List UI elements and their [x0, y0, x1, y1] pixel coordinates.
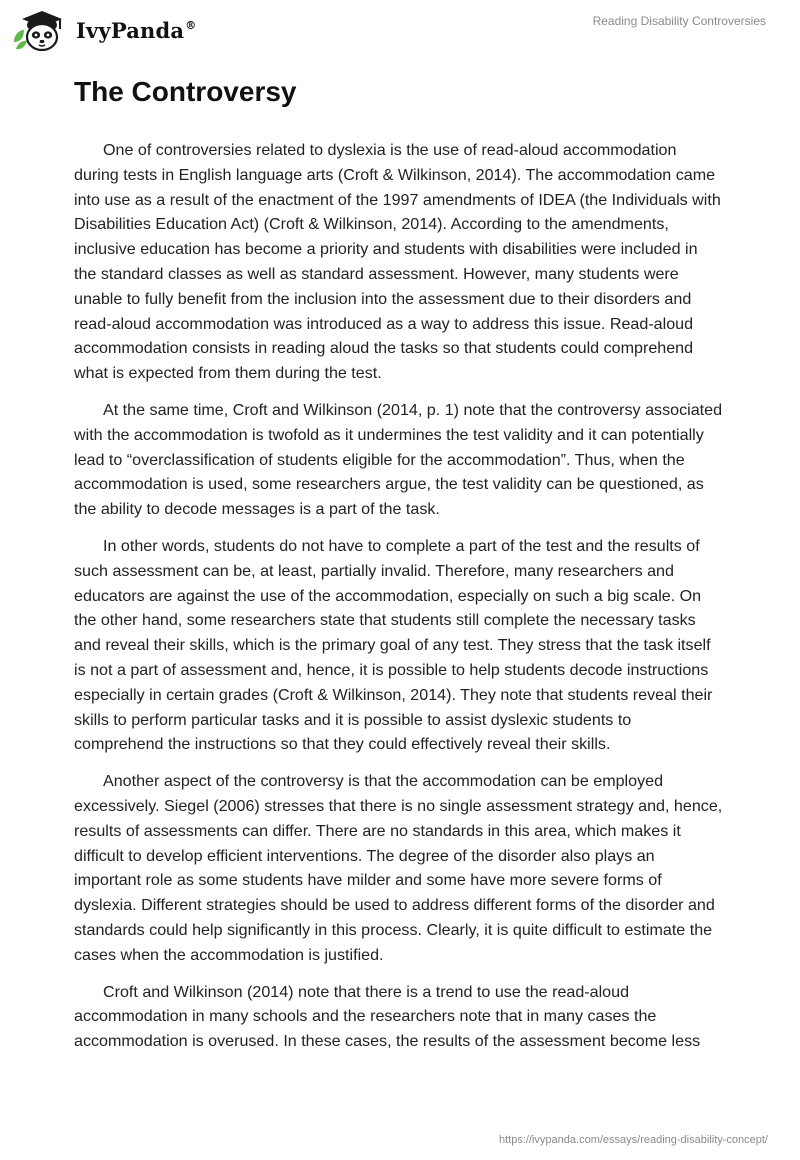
paragraph: Another aspect of the controversy is that the accommodation can be employed excessively. Siegel (2006) stresses that there is no single assessment strategy and, hence, results of assessments can differ. There are no standards in this area, which makes it difficult to develop efficient interventions. The degree of the disorder also plays an important role as some students have milder and some have more severe forms of dyslexia. Different strategies should be used to address different forms of the disorder and standards could help significantly in this process. Clearly, it is quite difficult to estimate the cases when the accommodation is justified. [74, 772, 723, 964]
document-title: Reading Disability Controversies [592, 14, 766, 28]
paragraph: In other words, students do not have to complete a part of the test and the results of such assessment can be, at least, partially invalid. Therefore, many researchers and educators are against the use of the accommodation, especially on such a big scale. On the other hand, some researchers state that students still complete the necessary tasks and reveal their skills, which is the primary goal of any test. They stress that the task itself is not a part of assessment and, hence, it is possible to help students decode instructions especially in certain grades (Croft & Wilkinson, 2014). They note that students reveal their skills to perform particular tasks and it is possible to assist dyslexic students to comprehend the instructions so that they could effectively reveal their skills. [74, 536, 713, 754]
section-heading: The Controversy [74, 76, 297, 107]
source-url[interactable]: https://ivypanda.com/essays/reading-disability-concept/ [498, 1134, 768, 1146]
article-body [74, 74, 724, 1066]
paragraph: Croft and Wilkinson (2014) note that there is a trend to use the read-aloud accommodation in many schools and the researchers note that in many cases the accommodation is overused. In these cases, the results of the assessment become less [74, 982, 701, 1051]
paragraph: At the same time, Croft and Wilkinson (2014, p. 1) note that the controversy associated with the accommodation is twofold as it undermines the test validity and it can potentially lead to “overclassification of students eligible for the accommodation”. Thus, when the accommodation is used, some researchers argue, the test validity can be questioned, as the ability to decode messages is a part of the task. [74, 400, 723, 519]
ivypanda-logo[interactable] [12, 8, 196, 52]
brand-name [76, 18, 196, 43]
paragraph: One of controversies related to dyslexia is the use of read-aloud accommodation during tests in English language arts (Croft & Wilkinson, 2014). The accommodation came into use as a result of the enactment of the 1997 amendments of IDEA (the Individuals with Disabilities Education Act) (Croft & Wilkinson, 2014). According to the amendments, inclusive education has become a priority and students with disabilities were included in the standard classes as well as standard assessment. However, many students were unable to fully benefit from the inclusion into the assessment due to their disorders and read-aloud accommodation was introduced as a way to address this issue. Read-aloud accommodation consists in reading aloud the tasks so that students could comprehend what is expected from them during the test. [74, 141, 721, 383]
registered-mark: ® [185, 18, 197, 32]
panda-graduate-icon [12, 8, 70, 52]
page-header [0, 0, 800, 62]
brand-name-text: IvyPanda [76, 17, 185, 43]
